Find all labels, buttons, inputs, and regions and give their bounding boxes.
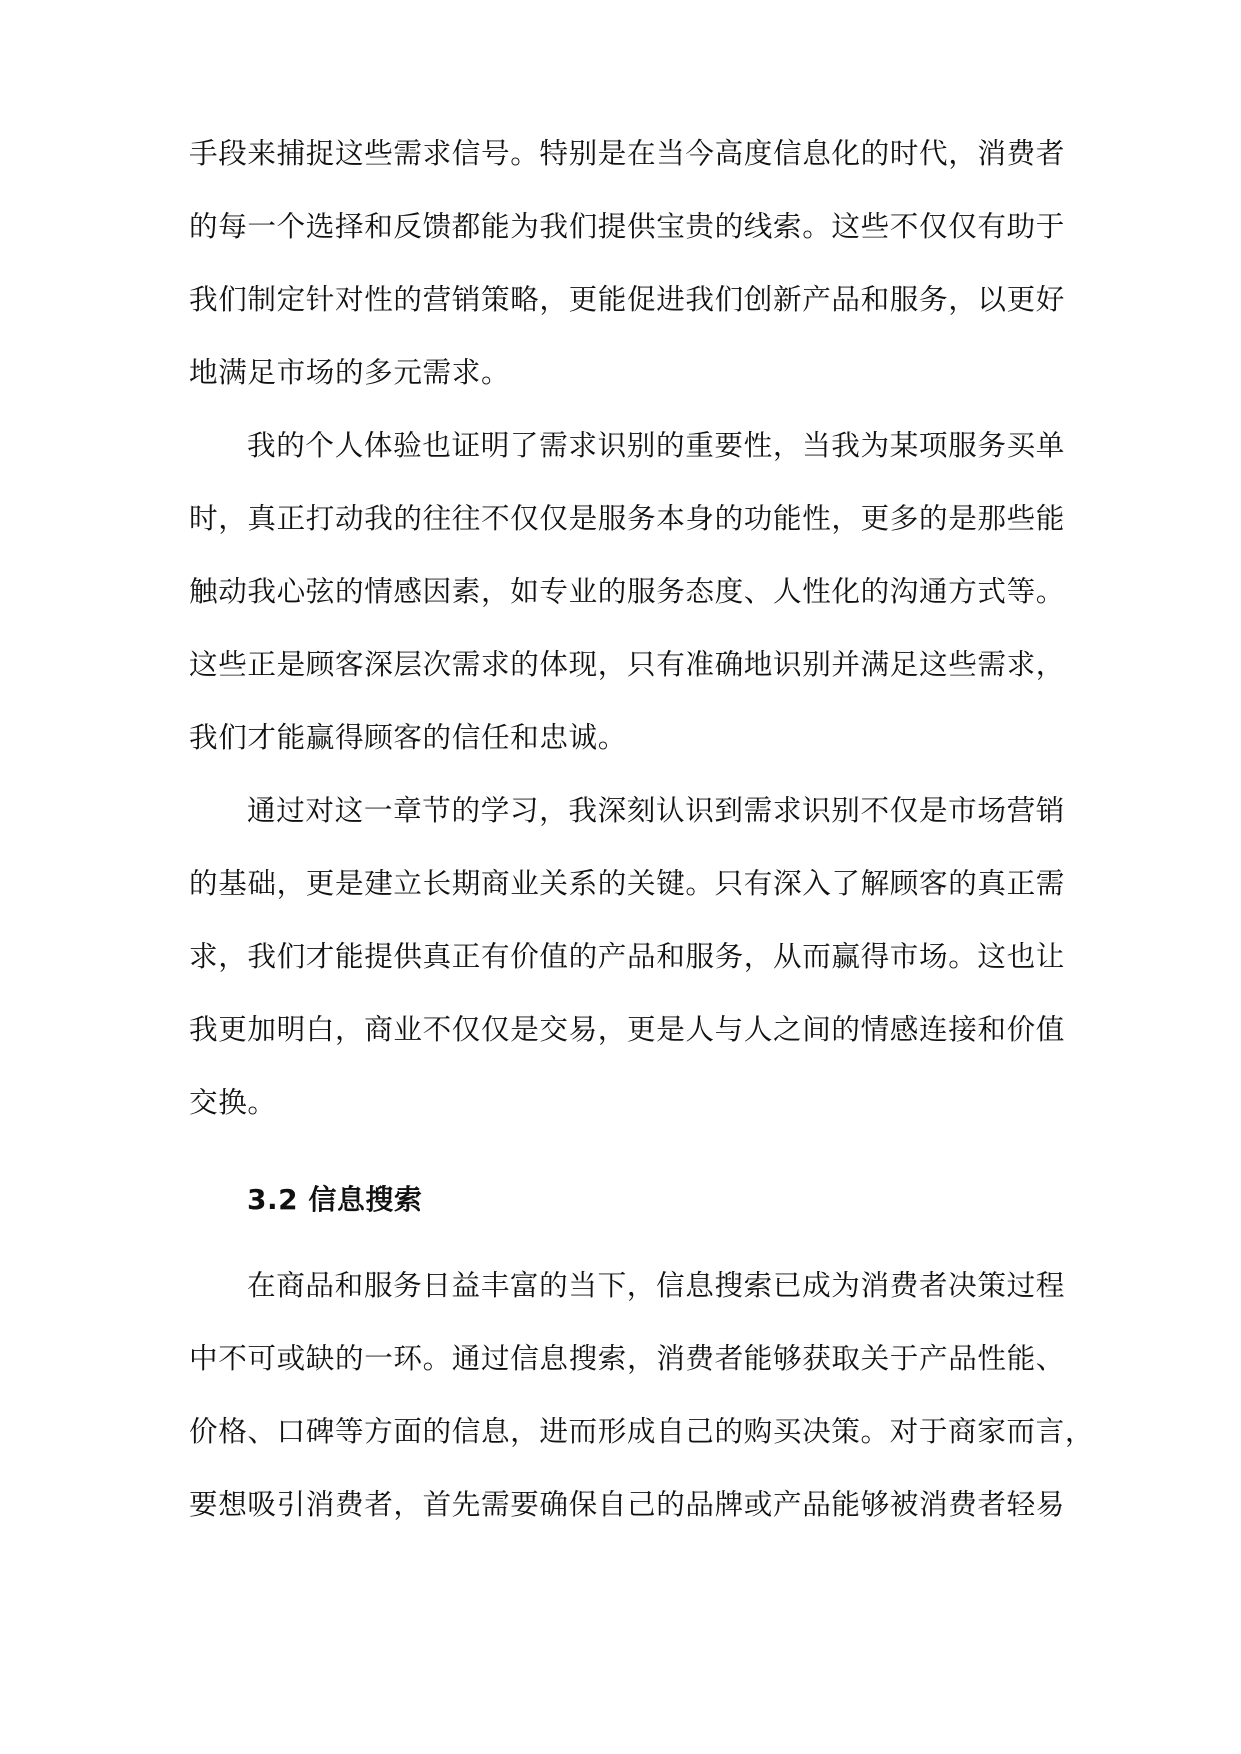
paragraph-1-line-4: 地满足市场的多元需求。 bbox=[189, 355, 511, 389]
paragraph-2-line-4: 这些正是顾客深层次需求的体现，只有准确地识别并满足这些需求， bbox=[189, 647, 1065, 681]
paragraph-3-line-2: 的基础，更是建立长期商业关系的关键。只有深入了解顾客的真正需 bbox=[189, 866, 1065, 900]
paragraph-1-line-2: 的每一个选择和反馈都能为我们提供宝贵的线索。这些不仅仅有助于 bbox=[189, 209, 1065, 243]
paragraph-1-line-3: 我们制定针对性的营销策略，更能促进我们创新产品和服务，以更好 bbox=[189, 282, 1065, 316]
section-heading: 3.2 信息搜索 bbox=[247, 1183, 423, 1216]
section-paragraph-line-2: 中不可或缺的一环。通过信息搜索，消费者能够获取关于产品性能、 bbox=[189, 1341, 1065, 1375]
paragraph-2-line-2: 时，真正打动我的往往不仅仅是服务本身的功能性，更多的是那些能 bbox=[189, 501, 1065, 535]
paragraph-3-line-1: 通过对这一章节的学习，我深刻认识到需求识别不仅是市场营销 bbox=[247, 793, 1065, 827]
paragraph-3-line-4: 我更加明白，商业不仅仅是交易，更是人与人之间的情感连接和价值 bbox=[189, 1012, 1065, 1046]
section-paragraph-line-3: 价格、口碑等方面的信息，进而形成自己的购买决策。对于商家而言， bbox=[189, 1414, 1095, 1448]
paragraph-1-line-1: 手段来捕捉这些需求信号。特别是在当今高度信息化的时代，消费者 bbox=[189, 136, 1065, 170]
section-paragraph-line-4: 要想吸引消费者，首先需要确保自己的品牌或产品能够被消费者轻易 bbox=[189, 1487, 1065, 1521]
paragraph-3-line-3: 求，我们才能提供真正有价值的产品和服务，从而赢得市场。这也让 bbox=[189, 939, 1065, 973]
paragraph-3-line-5: 交换。 bbox=[189, 1085, 277, 1119]
paragraph-2-line-1: 我的个人体验也证明了需求识别的重要性，当我为某项服务买单 bbox=[247, 428, 1065, 462]
paragraph-2-line-3: 触动我心弦的情感因素，如专业的服务态度、人性化的沟通方式等。 bbox=[189, 574, 1065, 608]
paragraph-2-line-5: 我们才能赢得顾客的信任和忠诚。 bbox=[189, 720, 627, 754]
section-paragraph-line-1: 在商品和服务日益丰富的当下，信息搜索已成为消费者决策过程 bbox=[247, 1268, 1065, 1302]
